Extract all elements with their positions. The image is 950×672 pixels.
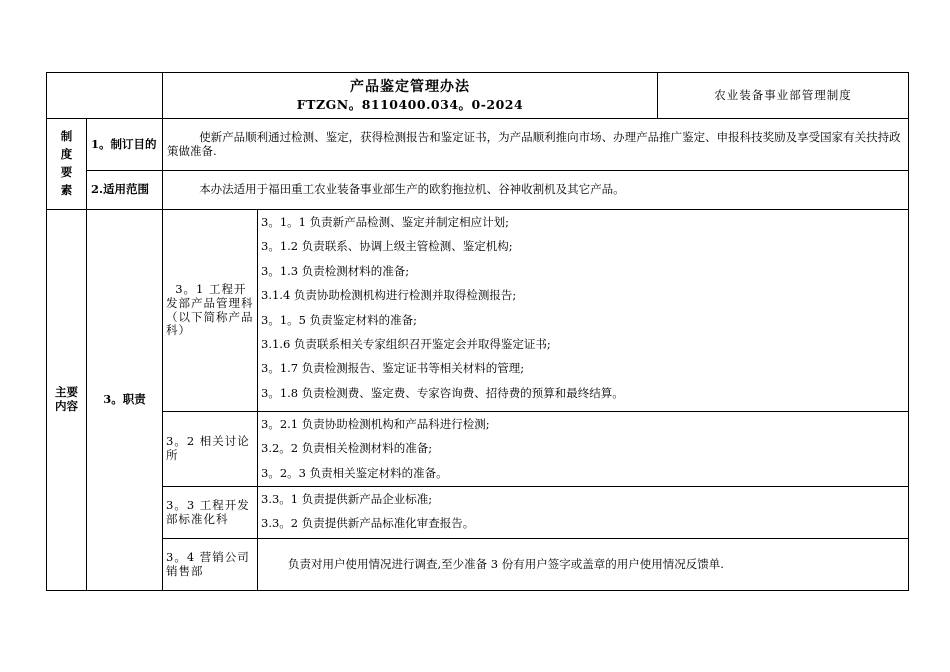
purpose-label: 1。制订目的 bbox=[87, 119, 163, 171]
dept-product-mgmt: 3。1 工程开发部产品管理科（以下简称产品科） bbox=[163, 210, 258, 412]
list-item: 3。1。1 负责新产品检测、鉴定并制定相应计划; bbox=[261, 215, 509, 229]
header-title-cell bbox=[163, 73, 658, 119]
duty-group-2-row bbox=[47, 412, 909, 487]
header-row bbox=[47, 73, 909, 119]
list-item: 3。2.1 负责协助检测机构和产品科进行检测; bbox=[261, 417, 490, 431]
purpose-text: 使新产品顺利通过检测、鉴定，获得检测报告和鉴定证书，为产品顺利推向市场、办理产品推广鉴定、申报科技奖励及享受国家有关扶持政策做准备. bbox=[163, 119, 909, 171]
duty-group-4-row bbox=[47, 539, 909, 591]
document-code: FTZGN。8110400.034。0-2024 bbox=[296, 97, 524, 113]
list-item: 3。1.2 负责联系、协调上级主管检测、鉴定机构; bbox=[261, 239, 513, 254]
list-item: 3。1.7 负责检测报告、鉴定证书等相关材料的管理; bbox=[261, 361, 525, 376]
elements-label: 制 度 要 素 bbox=[47, 119, 87, 210]
duty-group-1-row bbox=[47, 210, 909, 412]
list-item: 3.2。2 负责相关检测材料的准备; bbox=[261, 441, 433, 456]
dept-research-institute: 3。2 相关讨论所 bbox=[163, 412, 258, 487]
scope-label: 2.适用范围 bbox=[87, 171, 163, 210]
duty-list-standardization bbox=[258, 487, 909, 539]
list-item: 3.1.4 负责协助检测机构进行检测并取得检测报告; bbox=[261, 288, 517, 303]
main-content-label: 主要内容 bbox=[47, 210, 87, 591]
dept-standardization: 3。3 工程开发部标准化科 bbox=[163, 487, 258, 539]
scope-row bbox=[47, 171, 909, 210]
purpose-row bbox=[47, 119, 909, 171]
list-item: 3。1.3 负责检测材料的准备; bbox=[261, 263, 410, 278]
dept-sales: 3。4 营销公司销售部 bbox=[163, 539, 258, 591]
list-item: 3.1.6 负责联系相关专家组织召开鉴定会并取得鉴定证书; bbox=[261, 336, 551, 351]
document-title: 产品鉴定管理办法 bbox=[350, 78, 470, 95]
duty-list-research-institute bbox=[258, 412, 909, 487]
duty-list-product-mgmt bbox=[258, 210, 909, 412]
duty-text-sales: 负责对用户使用情况进行调查,至少准备 3 份有用户签字或盖章的用户使用情况反馈单. bbox=[258, 539, 909, 591]
list-item: 3。1。5 负责鉴定材料的准备; bbox=[261, 312, 417, 327]
list-item: 3。1.8 负责检测费、鉴定费、专家咨询费、招待费的预算和最终结算。 bbox=[261, 385, 624, 400]
scope-text: 本办法适用于福田重工农业装备事业部生产的欧豹拖拉机、谷神收割机及其它产品。 bbox=[163, 171, 909, 210]
list-item: 3.3。2 负责提供新产品标准化审查报告。 bbox=[261, 516, 475, 531]
duty-group-3-row bbox=[47, 487, 909, 539]
header-blank-cell bbox=[47, 73, 163, 119]
list-item: 3.3。1 负责提供新产品企业标准; bbox=[261, 492, 433, 506]
duties-label: 3。职责 bbox=[87, 210, 163, 591]
department-title: 农业装备事业部管理制度 bbox=[658, 73, 909, 119]
list-item: 3。2。3 负责相关鉴定材料的准备。 bbox=[261, 465, 448, 480]
procedure-table bbox=[46, 72, 909, 591]
